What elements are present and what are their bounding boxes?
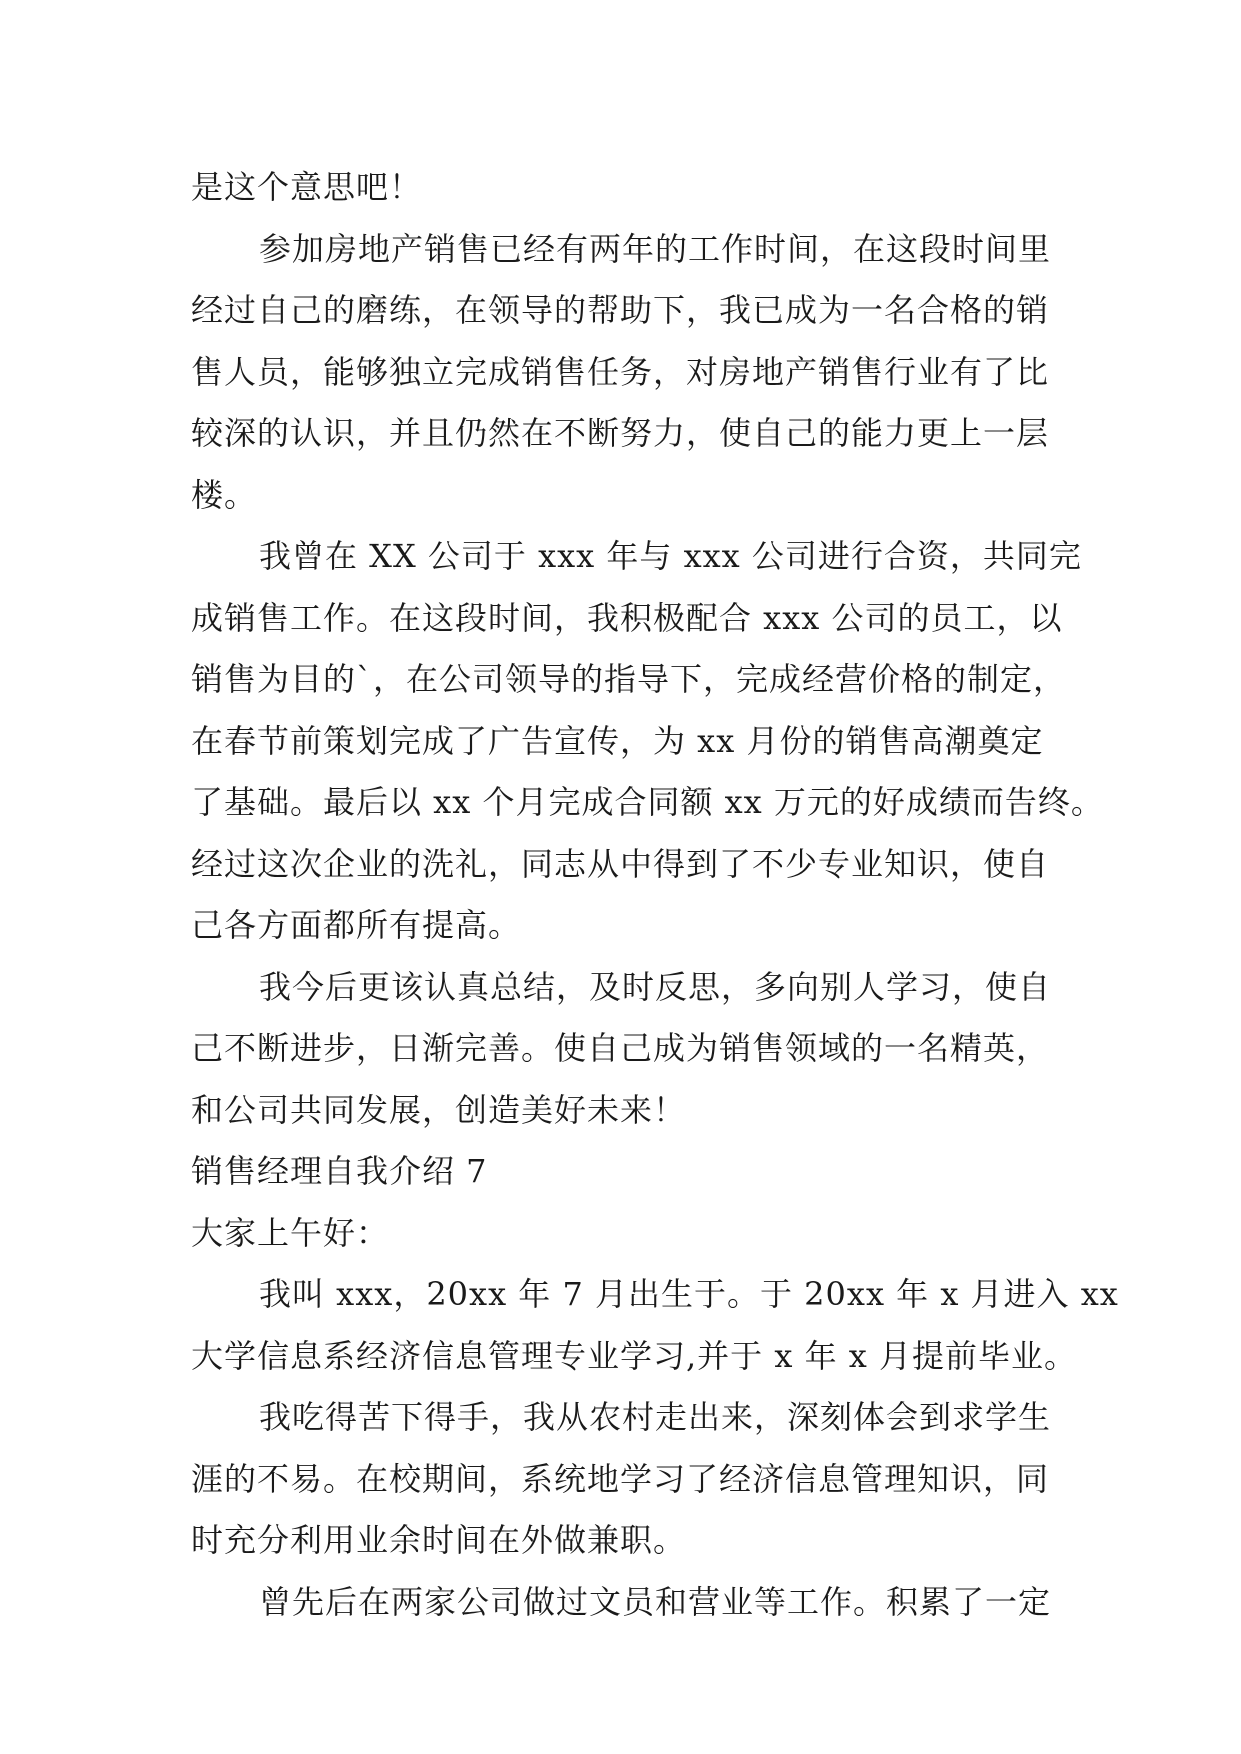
text-line: 时充分利用业余时间在外做兼职。 (191, 1521, 687, 1559)
text-line: 销售为目的`，在公司领导的指导下，完成经营价格的制定， (191, 660, 1067, 698)
text-line: 售人员，能够独立完成销售任务，对房地产销售行业有了比 (191, 352, 1050, 391)
text-line: 成销售工作。在这段时间，我积极配合 xxx 公司的员工，以 (191, 598, 1063, 637)
text-line: 经过这次企业的洗礼，同志从中得到了不少专业知识，使自 (191, 844, 1050, 883)
text-line: 了基础。最后以 xx 个月完成合同额 xx 万元的好成绩而告终。 (191, 783, 1104, 821)
section-heading: 销售经理自我介绍 7 (191, 1152, 488, 1190)
text-line: 经过自己的磨练，在领导的帮助下，我已成为一名合格的销 (191, 291, 1050, 329)
text-line: 己各方面都所有提高。 (191, 906, 522, 944)
text-line: 较深的认识，并且仍然在不断努力，使自己的能力更上一层 (191, 414, 1050, 452)
greeting-line: 大家上午好： (191, 1213, 390, 1252)
text-line: 涯的不易。在校期间，系统地学习了经济信息管理知识，同 (191, 1459, 1050, 1498)
text-line: 我叫 xxx，20xx 年 7 月出生于。于 20xx 年 x 月进入 xx (259, 1275, 1119, 1313)
text-line: 我吃得苦下得手，我从农村走出来，深刻体会到求学生 (259, 1398, 1052, 1436)
text-line: 曾先后在两家公司做过文员和营业等工作。积累了一定 (259, 1582, 1052, 1621)
text-line: 楼。 (191, 475, 258, 514)
text-line: 大学信息系经济信息管理专业学习,并于 x 年 x 月提前毕业。 (191, 1336, 1077, 1375)
text-line: 己不断进步，日渐完善。使自己成为销售领域的一名精英， (191, 1029, 1050, 1067)
document-body (191, 157, 1119, 1633)
text-line: 是这个意思吧！ (191, 168, 423, 206)
text-line: 在春节前策划完成了广告宣传，为 xx 月份的销售高潮奠定 (191, 721, 1044, 760)
text-line: 参加房地产销售已经有两年的工作时间，在这段时间里 (259, 229, 1052, 268)
text-line: 我曾在 XX 公司于 xxx 年与 xxx 公司进行合资，共同完 (259, 537, 1082, 575)
text-line: 我今后更该认真总结，及时反思，多向别人学习，使自 (259, 967, 1052, 1006)
text-line: 和公司共同发展，创造美好未来！ (191, 1090, 687, 1129)
